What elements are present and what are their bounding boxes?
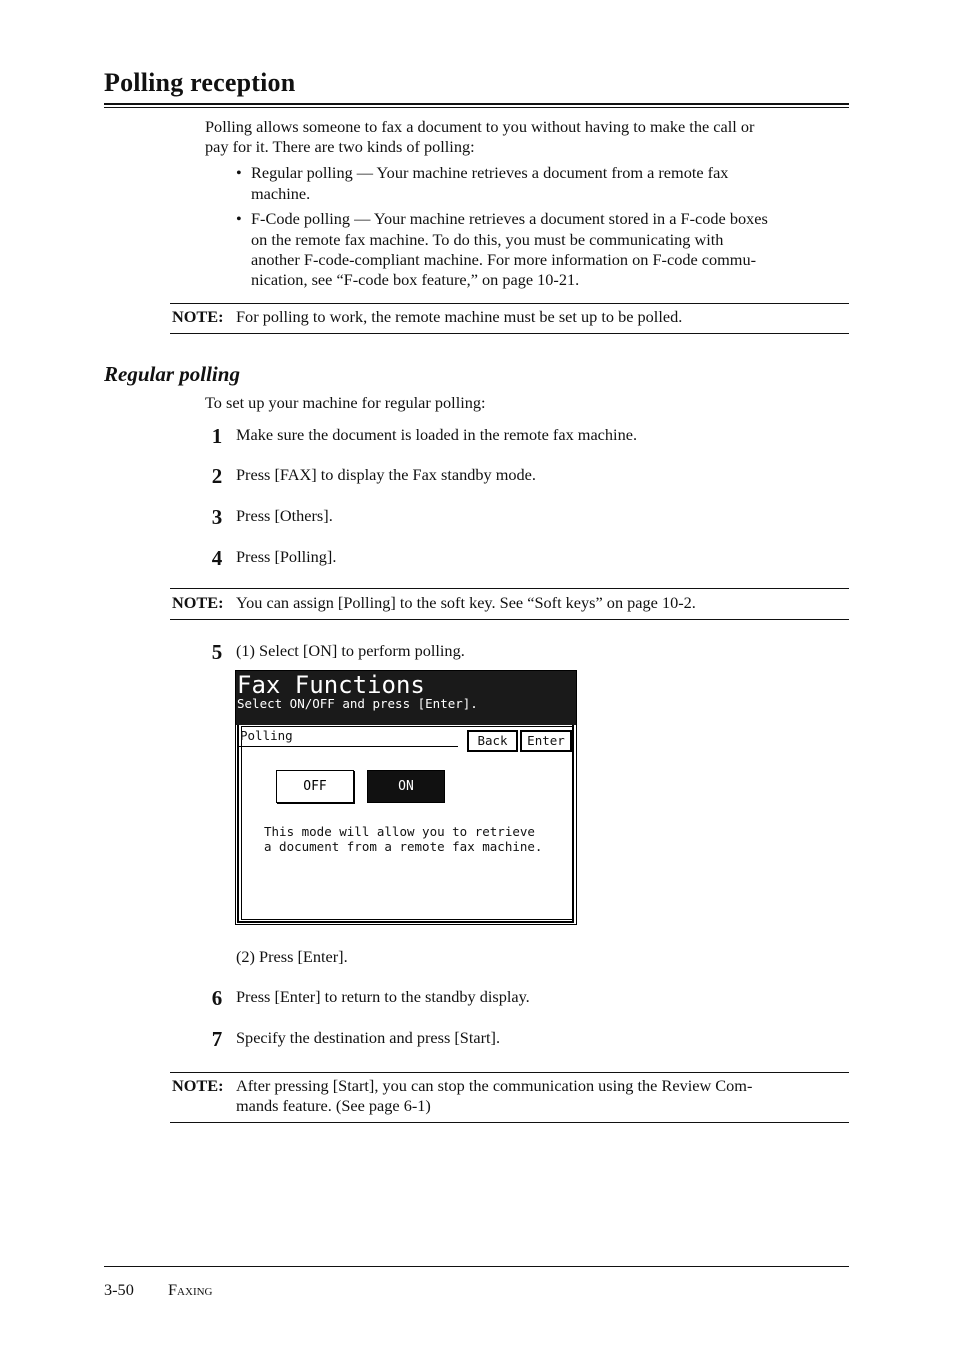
section-heading: Regular polling bbox=[104, 362, 240, 386]
step-number: 6 bbox=[211, 986, 223, 1010]
screen-subtitle: Select ON/OFF and press [Enter]. bbox=[237, 696, 478, 711]
note-1-text: For polling to work, the remote machine must be set up to be polled. bbox=[236, 307, 683, 326]
bullet-marker: • bbox=[236, 163, 242, 182]
bullet-1-line-1: Regular polling — Your machine retrieves a document from a remote fax bbox=[251, 163, 729, 182]
footer-section-name: Faxing bbox=[168, 1280, 213, 1299]
note-rule-bottom bbox=[170, 1122, 849, 1123]
step-number: 2 bbox=[211, 464, 223, 488]
footer-rule bbox=[104, 1266, 849, 1267]
bullet-2-line-4: nication, see “F-code box feature,” on page 10-21. bbox=[251, 270, 580, 289]
section-intro: To set up your machine for regular polling: bbox=[205, 393, 486, 412]
note-rule-top bbox=[170, 588, 849, 589]
field-underline bbox=[239, 746, 458, 747]
step-number: 5 bbox=[211, 640, 223, 664]
note-rule-top bbox=[170, 303, 849, 304]
enter-button-label: Enter bbox=[527, 733, 565, 748]
polling-field-label: Polling bbox=[240, 728, 293, 743]
step-number: 4 bbox=[211, 546, 223, 570]
note-rule-bottom bbox=[170, 333, 849, 334]
bullet-marker: • bbox=[236, 209, 242, 228]
screen-message-line-2: a document from a remote fax machine. bbox=[264, 839, 543, 854]
step-text: Press [FAX] to display the Fax standby mode. bbox=[236, 465, 536, 484]
bullet-2-line-1: F-Code polling — Your machine retrieves a document stored in a F-code boxes bbox=[251, 209, 768, 228]
bullet-1-line-2: machine. bbox=[251, 184, 311, 203]
note-label: NOTE: bbox=[172, 1076, 224, 1095]
title-rule bbox=[104, 103, 849, 105]
step-text: Press [Enter] to return to the standby display. bbox=[236, 987, 530, 1006]
note-rule-top bbox=[170, 1072, 849, 1073]
step-text: Make sure the document is loaded in the remote fax machine. bbox=[236, 425, 638, 444]
fax-functions-screen bbox=[235, 670, 577, 925]
intro-line-1: Polling allows someone to fax a document to you without having to make the call or bbox=[205, 117, 755, 136]
page-number: 3-50 bbox=[104, 1280, 134, 1299]
bullet-2-line-2: on the remote fax machine. To do this, you must be communicating with bbox=[251, 230, 724, 249]
step-text: Press [Polling]. bbox=[236, 547, 337, 566]
note-rule-bottom bbox=[170, 619, 849, 620]
off-option-button[interactable]: OFF bbox=[276, 770, 354, 803]
step-5-sub-2: (2) Press [Enter]. bbox=[236, 947, 348, 966]
step-text: Specify the destination and press [Start]. bbox=[236, 1028, 501, 1047]
step-number: 7 bbox=[211, 1027, 223, 1051]
page-title: Polling reception bbox=[104, 68, 296, 97]
screen-title: Fax Functions bbox=[237, 671, 425, 699]
intro-line-2: pay for it. There are two kinds of polling: bbox=[205, 137, 475, 156]
step-text: Press [Others]. bbox=[236, 506, 333, 525]
screen-message-line-1: This mode will allow you to retrieve bbox=[264, 824, 535, 839]
step-number: 1 bbox=[211, 424, 223, 448]
screen-header bbox=[236, 671, 576, 725]
title-rule-thin bbox=[104, 107, 849, 108]
note-label: NOTE: bbox=[172, 593, 224, 612]
screen-panel-inner bbox=[241, 726, 574, 920]
note-label: NOTE: bbox=[172, 307, 224, 326]
on-option-button[interactable]: ON bbox=[367, 770, 445, 803]
note-2-text: You can assign [Polling] to the soft key. See “Soft keys” on page 10-2. bbox=[236, 593, 696, 612]
bullet-2-line-3: another F-code-compliant machine. For more information on F-code commu- bbox=[251, 250, 757, 269]
step-number: 3 bbox=[211, 505, 223, 529]
note-3-line-2: mands feature. (See page 6-1) bbox=[236, 1096, 431, 1115]
enter-button[interactable] bbox=[520, 730, 572, 752]
note-3-line-1: After pressing [Start], you can stop the communication using the Review Com- bbox=[236, 1076, 753, 1095]
back-button-label: Back bbox=[477, 733, 508, 748]
step-text: (1) Select [ON] to perform polling. bbox=[236, 641, 465, 660]
back-button[interactable] bbox=[467, 730, 518, 752]
